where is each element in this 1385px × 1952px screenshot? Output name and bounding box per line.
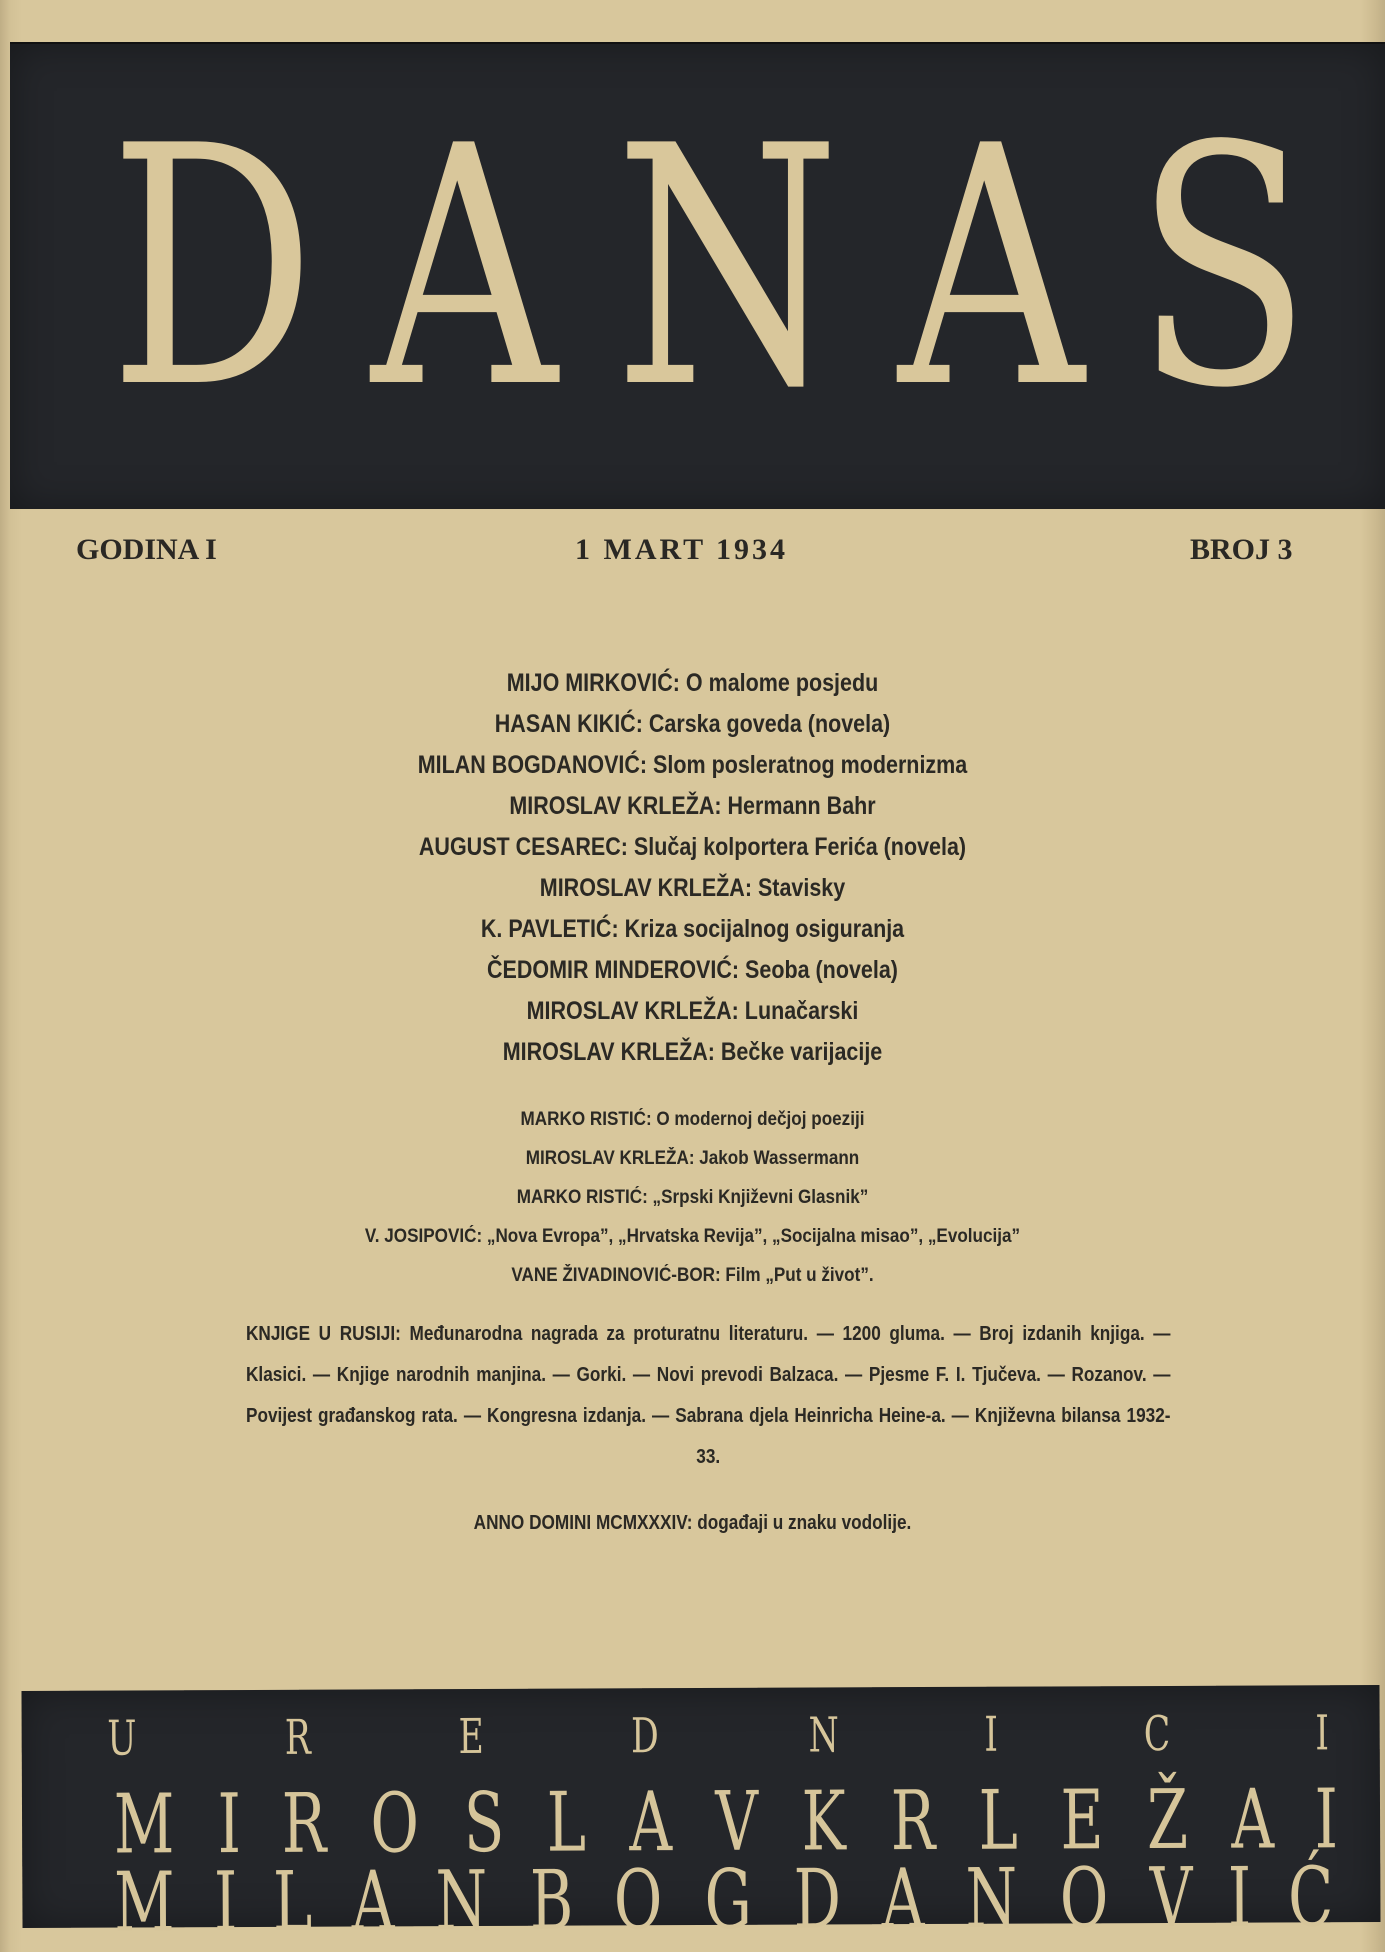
table-of-contents-secondary — [0, 1100, 1385, 1295]
name-letter: L — [978, 1773, 1018, 1869]
label-letter: I — [1315, 1705, 1330, 1762]
name-letter: A — [881, 1852, 925, 1948]
editors-label — [102, 1703, 1332, 1768]
name-letter: I — [1313, 1772, 1338, 1868]
label-letter: I — [984, 1706, 999, 1763]
name-letter: O — [1059, 1851, 1109, 1947]
name-letter: O — [613, 1853, 663, 1949]
name-letter: G — [704, 1852, 752, 1948]
name-letter: M — [113, 1855, 175, 1951]
name-letter: Ć — [1288, 1850, 1334, 1946]
name-letter: L — [546, 1775, 587, 1871]
label-letter: U — [107, 1710, 137, 1767]
contents-item: ČEDOMIR MINDEROVIĆ: Seoba (novela) — [487, 956, 898, 984]
name-letter: R — [890, 1773, 936, 1870]
contents-item: MIROSLAV KRLEŽA: Hermann Bahr — [509, 792, 876, 820]
masthead-letter: A — [370, 76, 557, 460]
contents-item: MIROSLAV KRLEŽA: Bečke varijacije — [502, 1038, 883, 1066]
label-letter: R — [284, 1709, 311, 1766]
contents-item: MIROSLAV KRLEŽA: Jakob Wassermann — [525, 1148, 860, 1169]
volume-label: GODINA I — [76, 533, 217, 566]
name-letter: V — [715, 1774, 759, 1870]
masthead-letter: D — [109, 76, 316, 460]
name-letter: N — [965, 1851, 1018, 1947]
name-letter: A — [628, 1775, 672, 1871]
name-letter: R — [281, 1776, 326, 1872]
name-letter: N — [435, 1853, 488, 1950]
issue-number: BROJ 3 — [1190, 533, 1293, 566]
name-letter: M — [113, 1777, 175, 1873]
name-letter: S — [463, 1775, 505, 1872]
masthead-title — [80, 76, 1312, 460]
contents-item: MILAN BOGDANOVIĆ: Slom posleratnog modernizma — [417, 751, 968, 779]
contents-item: MIROSLAV KRLEŽA: Lunačarski — [526, 997, 859, 1025]
name-letter: K — [801, 1774, 847, 1870]
contents-item: VANE ŽIVADINOVIĆ-BOR: Film „Put u život”. — [511, 1265, 874, 1286]
contents-item: HASAN KIKIĆ: Carska goveda (novela) — [494, 710, 891, 738]
name-letter: O — [370, 1776, 420, 1872]
anno-domini-line: ANNO DOMINI MCMXXXIV: događaji u znaku vodolije. — [473, 1512, 912, 1534]
masthead-letter: N — [614, 76, 840, 460]
masthead-letter: S — [1134, 76, 1312, 460]
name-letter: A — [1231, 1772, 1275, 1868]
contents-item: K. PAVLETIĆ: Kriza socijalnog osiguranja — [480, 915, 905, 943]
name-letter: D — [792, 1852, 841, 1948]
table-of-contents-primary — [0, 663, 1385, 1073]
news-paragraph: KNJIGE U RUSIJI: Međunarodna nagrada za proturatnu literaturu. — 1200 gluma. — Broj izdanih knjiga. — Klasici. — Knjige narodnih manjina. — Gorki. — Novi prevodi Balzaca. — Pjesme F. I. Tjučeva. — Rozanov. — Povijest građanskog rata. — Kongresna izdanja. — Sabrana djela Heinricha Heine-a. — Književna bilansa 1932-33. — [246, 1323, 1171, 1468]
label-letter: N — [807, 1707, 839, 1764]
name-letter: B — [529, 1853, 573, 1949]
label-letter: D — [631, 1708, 660, 1765]
name-letter: I — [214, 1855, 238, 1951]
label-letter: C — [1143, 1705, 1171, 1763]
issue-date: 1 MART 1934 — [575, 533, 789, 566]
name-letter: A — [351, 1854, 395, 1950]
name-letter: L — [272, 1854, 313, 1950]
contents-item: MIJO MIRKOVIĆ: O malome posjedu — [506, 669, 879, 697]
name-letter: V — [1149, 1850, 1193, 1947]
masthead-letter: A — [897, 76, 1084, 460]
name-letter: I — [217, 1777, 242, 1873]
editors-block — [21, 1685, 1380, 1951]
label-letter: E — [458, 1708, 484, 1766]
contents-item: MARKO RISTIĆ: „Srpski Književni Glasnik” — [516, 1187, 869, 1208]
contents-item: AUGUST CESAREC: Slučaj kolportera Ferića (novela) — [418, 833, 967, 861]
editor-name-bogdanovic — [102, 1850, 1342, 1951]
name-letter: Ž — [1146, 1772, 1189, 1869]
name-letter: E — [1060, 1773, 1104, 1869]
contents-item: V. JOSIPOVIĆ: „Nova Evropa”, „Hrvatska Revija”, „Socijalna misao”, „Evolucija” — [364, 1226, 1021, 1247]
contents-item: MARKO RISTIĆ: O modernoj dečjoj poeziji — [520, 1109, 865, 1130]
name-letter: I — [1228, 1850, 1252, 1946]
issue-info — [0, 533, 1385, 573]
contents-item: MIROSLAV KRLEŽA: Stavisky — [539, 874, 846, 902]
